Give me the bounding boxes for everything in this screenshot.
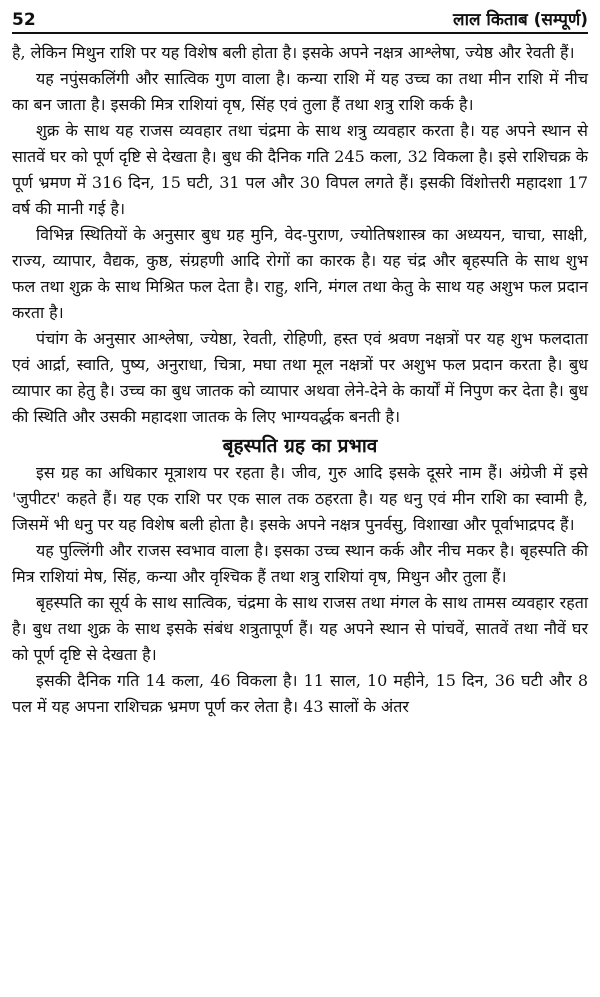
section-heading: बृहस्पति ग्रह का प्रभाव <box>222 435 378 457</box>
paragraph: इस ग्रह का अधिकार मूत्राशय पर रहता है। जीव, गुरु आदि इसके दूसरे नाम हैं। अंग्रेजी में इसे 'जुपीटर' कहते हैं। यह एक राशि पर एक साल तक ठहरता है। यह धनु एवं मीन राशि का स्वामी है, जिसमें भी धनु पर यह विशेष बली होता है। इसके अपने नक्षत्र पुनर्वसु, विशाखा और पूर्वाभाद्रपद हैं। <box>12 463 588 534</box>
paragraph: यह नपुंसकलिंगी और सात्विक गुण वाला है। कन्या राशि में यह उच्च का तथा मीन राशि में नीच का बन जाता है। इसकी मित्र राशियां वृष, सिंह एवं तुला हैं तथा शत्रु राशि कर्क है। <box>12 69 588 114</box>
running-title: लाल किताब (सम्पूर्ण) <box>453 10 588 30</box>
page-number: 52 <box>12 10 36 30</box>
paragraph: बृहस्पति का सूर्य के साथ सात्विक, चंद्रमा के साथ राजस तथा मंगल के साथ तामस व्यवहार रहता है। बुध तथा शुक्र के साथ इसके संबंध शत्रुतापूर्ण हैं। यह अपने स्थान से पांचवें, सातवें तथा नौवें घर को पूर्ण दृष्टि से देखता है। <box>12 593 588 664</box>
paragraph: है, लेकिन मिथुन राशि पर यह विशेष बली होता है। इसके अपने नक्षत्र आश्लेषा, ज्येष्ठ और रेवती हैं। <box>12 43 575 62</box>
paragraph: यह पुल्लिंगी और राजस स्वभाव वाला है। इसका उच्च स्थान कर्क और नीच मकर है। बृहस्पति की मित्र राशियां मेष, सिंह, कन्या और वृश्चिक हैं तथा शत्रु राशियां वृष, मिथुन और तुला हैं। <box>12 541 588 586</box>
paragraph: शुक्र के साथ यह राजस व्यवहार तथा चंद्रमा के साथ शत्रु व्यवहार करता है। यह अपने स्थान से सातवें घर को पूर्ण दृष्टि से देखता है। बुध की दैनिक गति 245 कला, 32 विकला है। इसे राशिचक्र के पूर्ण भ्रमण में 316 दिन, 15 घटी, 31 पल और 30 विपल लगते हैं। इसकी विंशोत्तरी महादशा 17 वर्ष की मानी गई है। <box>12 121 588 218</box>
page-header <box>12 0 588 34</box>
paragraph: इसकी दैनिक गति 14 कला, 46 विकला है। 11 साल, 10 महीने, 15 दिन, 36 घटी और 8 पल में यह अपना राशिचक्र भ्रमण पूर्ण कर लेता है। 43 सालों के अंतर <box>12 671 588 716</box>
page-body <box>12 34 588 720</box>
paragraph: पंचांग के अनुसार आश्लेषा, ज्येष्ठा, रेवती, रोहिणी, हस्त एवं श्रवण नक्षत्रों पर यह शुभ फलदाता एवं आर्द्रा, स्वाति, पुष्य, अनुराधा, चित्रा, मघा तथा मूल नक्षत्रों पर अशुभ फल प्रदान करता है। बुध व्यापार का हेतु है। उच्च का बुध जातक को व्यापार अथवा लेने-देने के कार्यों में निपुण कर देता है। बुध की स्थिति और उसकी महादशा जातक के लिए भाग्यवर्द्धक बनती है। <box>12 329 588 426</box>
paragraph: विभिन्न स्थितियों के अनुसार बुध ग्रह मुनि, वेद-पुराण, ज्योतिषशास्त्र का अध्ययन, चाचा, साक्षी, राज्य, व्यापार, वैद्यक, कुष्ठ, संग्रहणी आदि रोगों का कारक है। यह चंद्र और बृहस्पति के साथ शुभ फल तथा शुक्र के साथ मिश्रित फल देता है। राहु, शनि, मंगल तथा केतु के साथ यह अशुभ फल प्रदान करता है। <box>12 225 588 322</box>
